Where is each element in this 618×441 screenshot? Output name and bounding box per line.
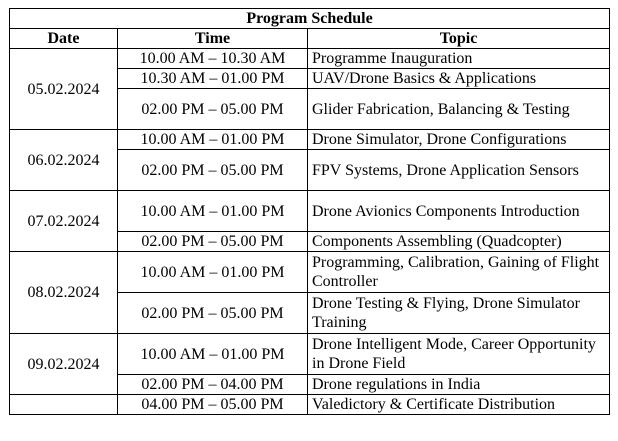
topic-cell: Programme Inauguration: [308, 49, 610, 69]
time-cell: 02.00 PM – 05.00 PM: [118, 89, 308, 130]
time-cell: 02.00 PM – 05.00 PM: [118, 150, 308, 191]
table-title: Program Schedule: [10, 9, 610, 29]
topic-cell: FPV Systems, Drone Application Sensors: [308, 150, 610, 191]
topic-cell: Programming, Calibration, Gaining of Flight Controller: [308, 252, 610, 293]
time-cell: 10.00 AM – 01.00 PM: [118, 252, 308, 293]
table-row: [10, 130, 610, 150]
date-cell: 08.02.2024: [10, 252, 118, 334]
topic-cell: Drone Simulator, Drone Configurations: [308, 130, 610, 150]
program-schedule-table: [9, 8, 610, 415]
column-header-topic: Topic: [308, 29, 610, 49]
topic-cell: Drone Intelligent Mode, Career Opportunity in Drone Field: [308, 334, 610, 375]
table-row: [10, 395, 610, 415]
time-cell: 04.00 PM – 05.00 PM: [118, 395, 308, 415]
topic-cell: Drone Avionics Components Introduction: [308, 191, 610, 232]
table-row: [10, 191, 610, 232]
topic-cell: Components Assembling (Quadcopter): [308, 232, 610, 252]
topic-cell: Drone Testing & Flying, Drone Simulator Training: [308, 293, 610, 334]
time-cell: 02.00 PM – 05.00 PM: [118, 293, 308, 334]
date-cell: 07.02.2024: [10, 191, 118, 252]
time-cell: 10.00 AM – 01.00 PM: [118, 130, 308, 150]
time-cell: 10.00 AM – 01.00 PM: [118, 334, 308, 375]
date-cell: 09.02.2024: [10, 334, 118, 395]
date-cell-empty: [10, 395, 118, 415]
table-row: [10, 252, 610, 293]
table-row: [10, 334, 610, 375]
topic-cell: Drone regulations in India: [308, 375, 610, 395]
date-cell: 06.02.2024: [10, 130, 118, 191]
time-cell: 02.00 PM – 04.00 PM: [118, 375, 308, 395]
time-cell: 10.00 AM – 10.30 AM: [118, 49, 308, 69]
date-cell: 05.02.2024: [10, 49, 118, 130]
topic-cell: UAV/Drone Basics & Applications: [308, 69, 610, 89]
column-header-date: Date: [10, 29, 118, 49]
topic-cell: Glider Fabrication, Balancing & Testing: [308, 89, 610, 130]
topic-cell: Valedictory & Certificate Distribution: [308, 395, 610, 415]
time-cell: 10.00 AM – 01.00 PM: [118, 191, 308, 232]
time-cell: 02.00 PM – 05.00 PM: [118, 232, 308, 252]
table-row: [10, 49, 610, 69]
column-header-time: Time: [118, 29, 308, 49]
time-cell: 10.30 AM – 01.00 PM: [118, 69, 308, 89]
schedule-container: [9, 8, 610, 415]
